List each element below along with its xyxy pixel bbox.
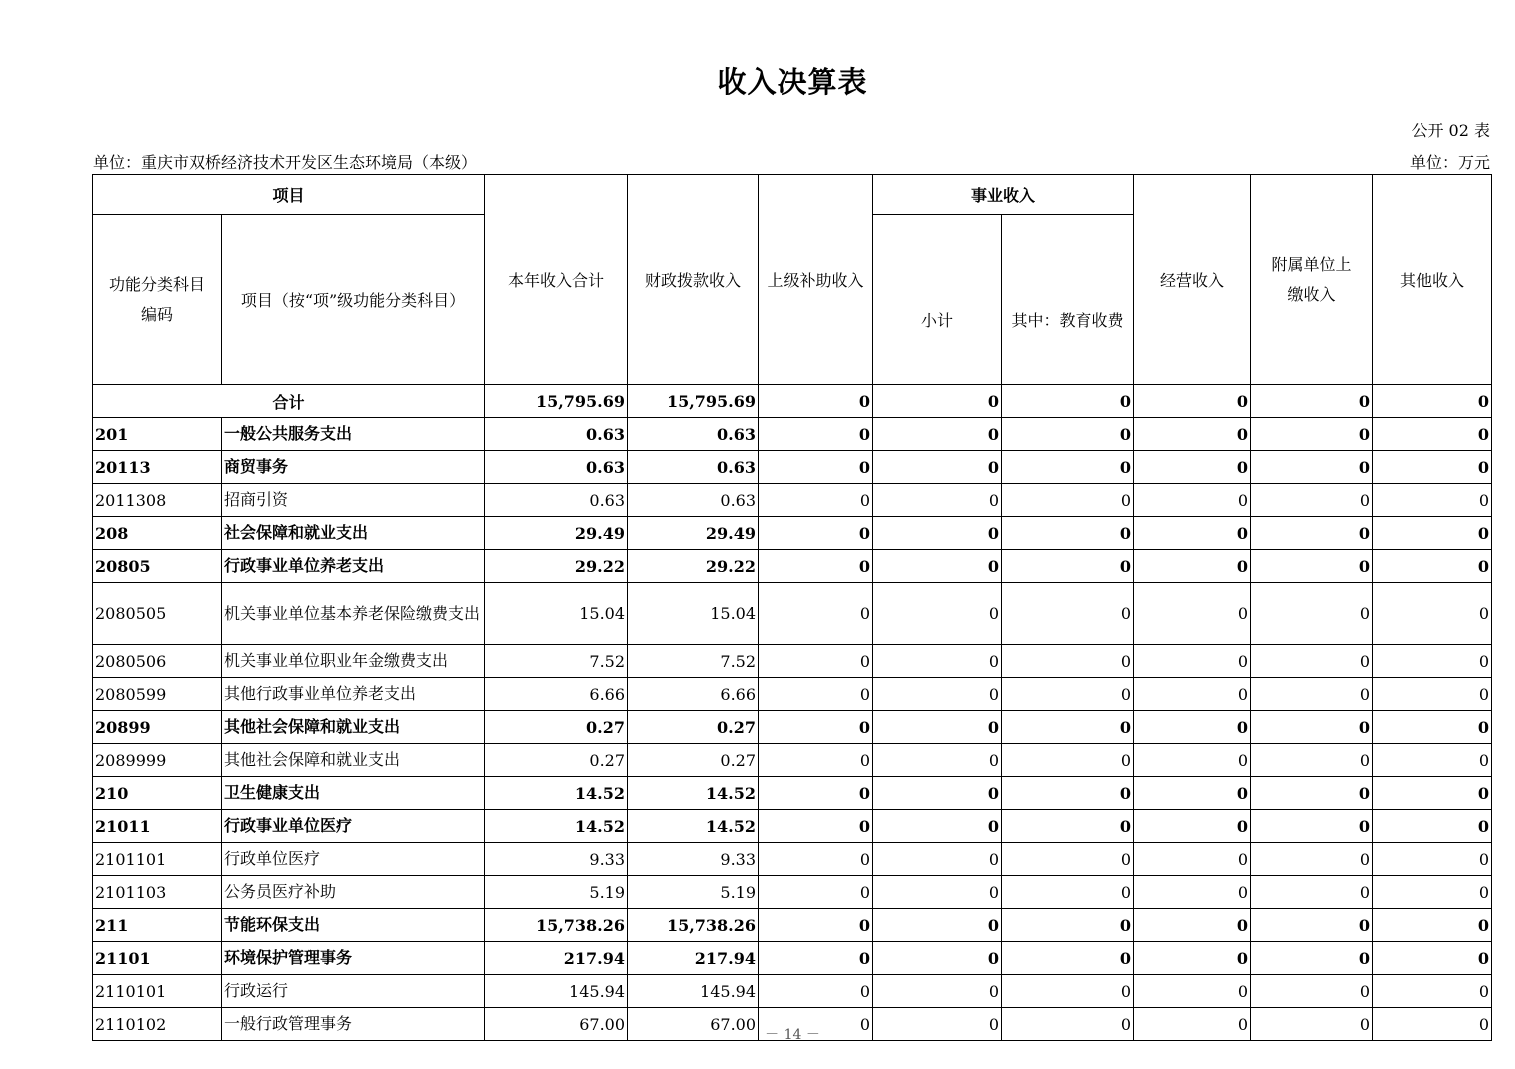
header-education-fee: 其中：教育收费 [1002,215,1134,385]
total-value: 15,795.69 [628,385,759,418]
row-value: 145.94 [628,975,759,1008]
row-code: 2101101 [93,843,222,876]
row-value: 6.66 [628,678,759,711]
row-value: 0.27 [628,711,759,744]
row-code: 2080505 [93,583,222,645]
row-name: 行政单位医疗 [222,843,485,876]
row-value: 0 [1373,678,1492,711]
row-value: 0 [1251,909,1373,942]
total-value: 15,795.69 [485,385,628,418]
row-value: 0 [759,843,873,876]
row-value: 0 [1251,517,1373,550]
row-value: 0 [873,550,1002,583]
row-value: 0 [1373,843,1492,876]
table-row [93,843,1492,876]
row-value: 29.49 [485,517,628,550]
row-value: 5.19 [485,876,628,909]
table-row [93,810,1492,843]
row-name: 一般行政管理事务 [222,1008,485,1041]
row-name: 节能环保支出 [222,909,485,942]
total-value: 0 [1134,385,1251,418]
row-value: 0 [1251,550,1373,583]
row-value: 0.63 [628,418,759,451]
row-value: 0 [1002,678,1134,711]
row-value: 0 [1002,975,1134,1008]
table-code-label: 公开 02 表 [1411,121,1490,140]
row-value: 0 [1373,451,1492,484]
table-row [93,583,1492,645]
row-value: 0.63 [485,418,628,451]
row-value: 0 [1373,744,1492,777]
row-value: 0 [1251,975,1373,1008]
row-value: 0 [1134,711,1251,744]
row-value: 14.52 [628,777,759,810]
unit-currency: 单位：万元 [1409,153,1490,172]
row-code: 2110101 [93,975,222,1008]
table-row [93,942,1492,975]
row-value: 0 [873,843,1002,876]
page-number: － 14 － [765,1027,820,1043]
row-value: 0.27 [485,744,628,777]
row-value: 0 [1134,909,1251,942]
row-value: 15.04 [628,583,759,645]
row-value: 0 [873,418,1002,451]
row-value: 0 [1002,909,1134,942]
row-name: 卫生健康支出 [222,777,485,810]
row-value: 0 [1134,843,1251,876]
row-value: 0 [873,484,1002,517]
row-value: 0 [1002,744,1134,777]
row-code: 211 [93,909,222,942]
header-other-income: 其他收入 [1373,175,1492,385]
row-value: 0 [759,484,873,517]
table-row [93,975,1492,1008]
header-affiliate-income: 附属单位上缴收入 [1251,175,1373,385]
row-value: 0 [873,583,1002,645]
header-function-code: 功能分类科目编码 [93,215,222,385]
row-value: 0 [873,451,1002,484]
row-value: 67.00 [485,1008,628,1041]
table-row [93,517,1492,550]
row-value: 0 [873,711,1002,744]
row-name: 公务员医疗补助 [222,876,485,909]
row-name: 其他行政事业单位养老支出 [222,678,485,711]
row-value: 0 [1134,777,1251,810]
table-row [93,645,1492,678]
row-value: 0 [873,942,1002,975]
row-value: 0 [759,1008,873,1041]
row-code: 201 [93,418,222,451]
row-code: 2110102 [93,1008,222,1041]
row-value: 0 [1134,645,1251,678]
row-value: 0 [1373,975,1492,1008]
row-value: 0.63 [628,451,759,484]
row-value: 0 [1002,517,1134,550]
total-value: 0 [1251,385,1373,418]
row-value: 0 [1134,1008,1251,1041]
row-value: 0 [1134,418,1251,451]
row-value: 0 [1002,550,1134,583]
row-code: 21011 [93,810,222,843]
row-value: 0 [1373,517,1492,550]
row-value: 0 [759,678,873,711]
table-row [93,484,1492,517]
row-value: 0 [759,744,873,777]
table-row [93,451,1492,484]
row-value: 29.22 [628,550,759,583]
header-superior-subsidy: 上级补助收入 [759,175,873,385]
row-value: 0 [1373,645,1492,678]
total-value: 0 [1002,385,1134,418]
row-value: 0 [1134,975,1251,1008]
row-value: 0 [1373,909,1492,942]
row-value: 0 [1002,777,1134,810]
row-value: 0.27 [485,711,628,744]
row-value: 9.33 [628,843,759,876]
row-value: 0 [1373,550,1492,583]
row-value: 7.52 [485,645,628,678]
total-row [93,385,1492,418]
row-value: 0 [873,876,1002,909]
row-value: 0 [1134,517,1251,550]
row-value: 0.27 [628,744,759,777]
header-fiscal-allocation: 财政拨款收入 [628,175,759,385]
row-value: 0 [1373,418,1492,451]
row-name: 环境保护管理事务 [222,942,485,975]
header-operating-income: 经营收入 [1134,175,1251,385]
row-name: 行政事业单位养老支出 [222,550,485,583]
table-row [93,909,1492,942]
row-value: 0 [873,810,1002,843]
row-value: 0 [1134,876,1251,909]
table-row [93,550,1492,583]
row-value: 0 [1251,678,1373,711]
row-value: 145.94 [485,975,628,1008]
row-value: 0 [1002,942,1134,975]
row-value: 0 [1002,810,1134,843]
table-body [93,385,1492,1041]
row-value: 0 [1373,484,1492,517]
row-value: 0 [1251,744,1373,777]
row-value: 0 [873,909,1002,942]
row-name: 商贸事务 [222,451,485,484]
unit-organization: 单位：重庆市双桥经济技术开发区生态环境局（本级） [93,153,478,172]
row-value: 0 [759,418,873,451]
row-value: 0 [1251,1008,1373,1041]
total-value: 0 [1373,385,1492,418]
row-value: 15.04 [485,583,628,645]
row-value: 0 [1002,843,1134,876]
row-value: 0 [1002,645,1134,678]
row-value: 0 [1002,451,1134,484]
row-code: 20805 [93,550,222,583]
row-name: 机关事业单位基本养老保险缴费支出 [222,583,485,645]
row-code: 2011308 [93,484,222,517]
row-value: 0 [1134,550,1251,583]
row-value: 0 [1251,876,1373,909]
row-name: 招商引资 [222,484,485,517]
row-value: 0 [759,777,873,810]
row-value: 0 [759,517,873,550]
row-value: 0 [1251,711,1373,744]
row-value: 0 [873,975,1002,1008]
row-value: 0 [873,744,1002,777]
row-name: 其他社会保障和就业支出 [222,744,485,777]
row-value: 0 [759,810,873,843]
row-value: 0 [1373,777,1492,810]
header-project: 项目 [93,175,485,215]
row-value: 0 [759,942,873,975]
row-value: 0 [759,711,873,744]
row-value: 0 [873,777,1002,810]
row-name: 其他社会保障和就业支出 [222,711,485,744]
header-subtotal: 小计 [873,215,1002,385]
row-value: 0 [759,583,873,645]
row-value: 0.63 [628,484,759,517]
row-value: 0 [759,550,873,583]
row-value: 0 [1002,876,1134,909]
row-value: 0 [1373,942,1492,975]
row-value: 15,738.26 [485,909,628,942]
row-value: 0 [1251,484,1373,517]
row-value: 0 [1134,451,1251,484]
row-value: 217.94 [485,942,628,975]
total-label: 合计 [93,385,485,418]
row-value: 0.63 [485,484,628,517]
row-value: 0 [873,645,1002,678]
row-value: 0 [759,876,873,909]
total-value: 0 [873,385,1002,418]
row-code: 210 [93,777,222,810]
table-row [93,876,1492,909]
row-value: 15,738.26 [628,909,759,942]
row-value: 0 [1251,777,1373,810]
row-value: 0 [1251,810,1373,843]
row-value: 14.52 [628,810,759,843]
table-row [93,744,1492,777]
row-value: 217.94 [628,942,759,975]
row-value: 0 [1251,583,1373,645]
row-value: 0 [873,1008,1002,1041]
row-value: 0 [1251,942,1373,975]
row-value: 0 [873,517,1002,550]
table-row [93,711,1492,744]
row-value: 14.52 [485,777,628,810]
row-value: 0 [1002,418,1134,451]
row-value: 0 [1134,484,1251,517]
table-row [93,418,1492,451]
row-value: 67.00 [628,1008,759,1041]
total-value: 0 [759,385,873,418]
row-value: 0 [1373,876,1492,909]
row-value: 0 [1002,583,1134,645]
header-function-name: 项目（按“项”级功能分类科目） [222,215,485,385]
row-value: 0 [1002,711,1134,744]
row-value: 0 [759,975,873,1008]
row-name: 机关事业单位职业年金缴费支出 [222,645,485,678]
row-value: 0 [1251,843,1373,876]
row-value: 9.33 [485,843,628,876]
header-business-income: 事业收入 [873,175,1134,215]
row-name: 行政事业单位医疗 [222,810,485,843]
row-value: 0 [1373,583,1492,645]
row-code: 2080599 [93,678,222,711]
table-row [93,777,1492,810]
row-code: 2080506 [93,645,222,678]
row-name: 社会保障和就业支出 [222,517,485,550]
row-value: 0 [1373,810,1492,843]
row-name: 一般公共服务支出 [222,418,485,451]
row-value: 0 [1134,744,1251,777]
row-value: 0 [1002,484,1134,517]
row-value: 0 [1251,451,1373,484]
row-value: 0 [1134,810,1251,843]
row-value: 5.19 [628,876,759,909]
row-value: 0 [1134,678,1251,711]
row-value: 0 [1251,418,1373,451]
row-code: 21101 [93,942,222,975]
row-value: 14.52 [485,810,628,843]
row-value: 29.49 [628,517,759,550]
row-code: 208 [93,517,222,550]
row-value: 0 [759,645,873,678]
row-code: 2101103 [93,876,222,909]
row-value: 6.66 [485,678,628,711]
row-value: 0.63 [485,451,628,484]
row-code: 20899 [93,711,222,744]
row-value: 0 [1134,583,1251,645]
row-code: 20113 [93,451,222,484]
row-value: 0 [1373,711,1492,744]
row-value: 7.52 [628,645,759,678]
row-value: 29.22 [485,550,628,583]
row-value: 0 [1251,645,1373,678]
page-title: 收入决算表 [717,65,868,99]
row-value: 0 [873,678,1002,711]
row-code: 2089999 [93,744,222,777]
row-name: 行政运行 [222,975,485,1008]
header-total-income: 本年收入合计 [485,175,628,385]
row-value: 0 [1134,942,1251,975]
table-row [93,678,1492,711]
row-value: 0 [1002,1008,1134,1041]
row-value: 0 [759,909,873,942]
income-final-accounts-table [92,174,1492,1041]
row-value: 0 [759,451,873,484]
row-value: 0 [1373,1008,1492,1041]
